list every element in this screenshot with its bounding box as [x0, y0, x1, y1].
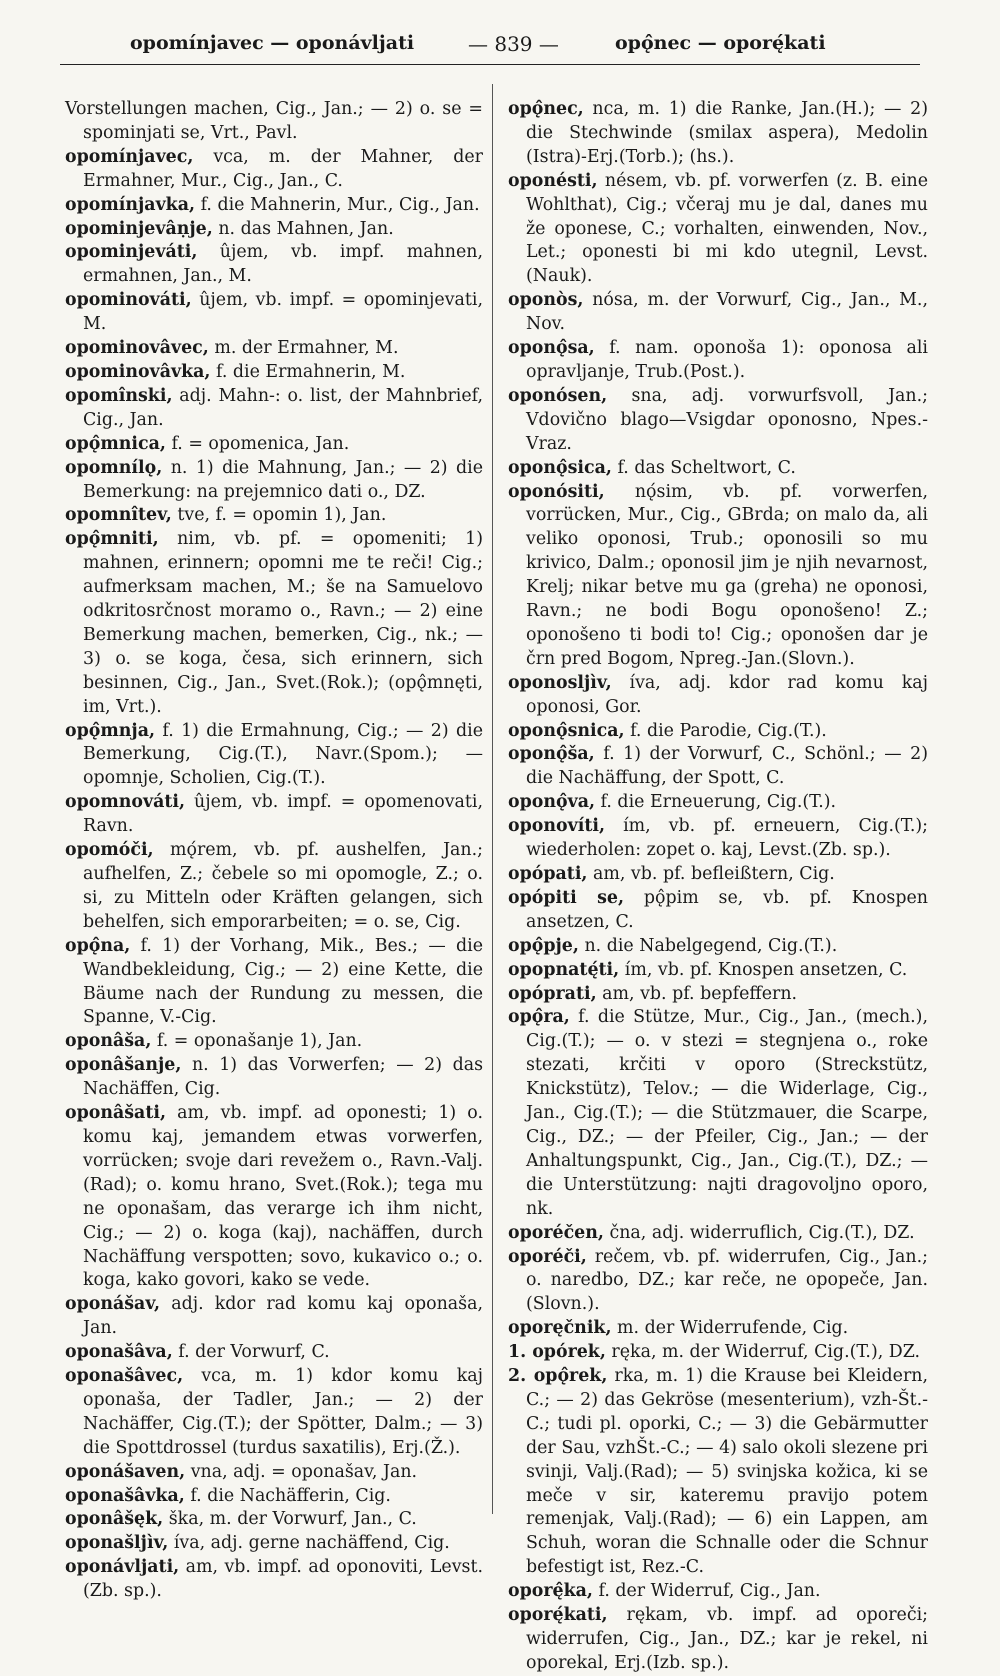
entry-definition: vca, m. 1) kdor komu kaj oponaša, der Tadler, Jan.; — 2) der Nachäffer, Cig.(T.); der Spötter, Dalm.; — 3) die Spottdrossel (turdus saxatilis), Erj.(Ž.).: [83, 1366, 483, 1458]
entry-definition: n. 1) das Vorwerfen; — 2) das Nachäffen, Cig.: [83, 1055, 483, 1100]
entry-headword: opǫ̂mnja,: [65, 720, 156, 741]
entry-definition: ûjem, vb. impf. = opomenovati, Ravn.: [83, 792, 483, 837]
dictionary-entry: [65, 1461, 483, 1485]
entry-headword: opominovâvec,: [65, 338, 209, 359]
entry-headword: opópiti se,: [508, 887, 625, 908]
dictionary-entry: [508, 289, 928, 337]
entry-headword: oponǫ̂snica,: [508, 720, 625, 741]
entry-headword: opomínjavka,: [65, 194, 196, 215]
entry-definition: rka, m. 1) die Krause bei Kleidern, C.; — 2) das Gekröse (mesenterium), vzh-Št.-C.; tudi pl. oporki, C.; — 3) die Gebärmutter der Sau, vzhŠt.-C.; — 4) salo okoli slezene pri svinji, Valj.(Rad); — 5) svinjska kožica, ki se meče v sir, kateremu pravijo potem remenjak, Valj.(Rad); — 6) ein Lappen, am Schuh, woran die Schnalle oder die Schnur befestigt ist, Rez.-C.: [526, 1366, 929, 1578]
dictionary-entry: [508, 983, 928, 1007]
entry-definition: pǫ̂pim se, vb. pf. Knospen ansetzen, C.: [526, 887, 928, 932]
entry-definition: f. die Parodie, Cig.(T.).: [624, 720, 827, 741]
entry-headword: oponašâvec,: [65, 1366, 184, 1387]
dictionary-entry: [508, 481, 928, 672]
dictionary-entry: [508, 743, 928, 791]
entry-definition: n. die Nabelgegend, Cig.(T.).: [578, 935, 838, 956]
dictionary-entry: [508, 337, 928, 385]
entry-definition: f. die Erneuerung, Cig.(T.).: [595, 792, 837, 813]
entry-headword: oponovíti,: [508, 816, 606, 837]
entry-definition: m. der Widerrufende, Cig.: [611, 1318, 849, 1339]
entry-definition: m. der Ermahner, M.: [208, 338, 399, 359]
entry-headword: oponašljìv,: [65, 1533, 169, 1554]
entry-definition: am, vb. pf. befleißtern, Cig.: [587, 864, 835, 884]
entry-definition: íva, adj. gerne nachäffend, Cig.: [168, 1533, 450, 1554]
entry-definition: am, vb. impf. ad oponoviti, Levst.(Zb. sp.).: [83, 1557, 483, 1602]
dictionary-entry: [508, 959, 928, 983]
dictionary-entry: [508, 170, 928, 290]
entry-definition: čna, adj. widerruflich, Cig.(T.), DZ.: [603, 1222, 915, 1243]
entry-headword: opǫ̂mniti,: [65, 529, 159, 550]
entry-headword: 2. opǫ̂rek,: [508, 1366, 608, 1387]
entry-definition: tve, f. = opomin 1), Jan.: [171, 505, 387, 526]
entry-headword: opǫ̂pje,: [508, 935, 579, 956]
dictionary-entry: [508, 457, 928, 481]
header-rule: [60, 64, 920, 65]
dictionary-entry: [508, 1580, 928, 1604]
dictionary-entry: [65, 194, 483, 218]
dictionary-entry: [65, 1341, 483, 1365]
entry-headword: opominovâvka,: [65, 361, 211, 382]
dictionary-entry: [508, 98, 928, 170]
entry-headword: oponǫ̂va,: [508, 792, 596, 813]
entry-definition: nim, vb. pf. = opomeniti; 1) mahnen, erinnern; opomni me te reči! Cig.; aufmerksam machen, M.; še na Samuelovo odkritosrčnost moramo o., Ravn.; — 2) eine Bemerkung machen, bemerken, Cig., nk.; — 3) o. se koga, česa, sich erinnern, sich besinnen, Cig., Jan., Svet.(Rok.); (opǫ̂mnęti, im, Vrt.).: [83, 529, 483, 717]
entry-headword: oporęčnik,: [508, 1318, 612, 1339]
entry-definition: f. 1) der Vorhang, Mik., Bes.; — die Wandbekleidung, Cig.; — 2) eine Kette, die Bäume nach der Rundung zu messen, die Spanne, V.-Cig.: [83, 935, 483, 1028]
dictionary-entry: [508, 1317, 928, 1341]
dictionary-entry: [65, 289, 483, 337]
dictionary-entry: [508, 1604, 928, 1676]
dictionary-entry: [65, 791, 483, 839]
entry-definition: am, vb. pf. bepfeffern.: [596, 983, 798, 1004]
entry-headword: opominjeváti,: [65, 242, 198, 263]
entry-definition: f. der Vorwurf, C.: [172, 1342, 330, 1363]
entry-headword: oporéčen,: [508, 1222, 604, 1243]
entry-headword: oponésti,: [508, 170, 598, 191]
entry-definition: f. der Widerruf, Cig., Jan.: [592, 1581, 821, 1602]
entry-headword: oponâšęk,: [65, 1509, 164, 1530]
entry-definition: adj. kdor rad komu kaj oponaša, Jan.: [83, 1294, 483, 1339]
entry-definition: mǫ́rem, vb. pf. aushelfen, Jan.; aufhelfen, Z.; čebele so mi opomogle, Z.; o. si, zu Mitteln oder Kräften gelangen, sich behelfen, sich emporarbeiten; = o. se, Cig.: [83, 840, 483, 932]
right-column: [508, 98, 928, 1676]
entry-headword: oponǫ̂sica,: [508, 457, 612, 478]
entry-headword: oporéči,: [508, 1246, 587, 1267]
entry-headword: opominjevâṇje,: [65, 218, 213, 239]
left-column: [65, 98, 483, 1604]
entry-headword: oponosljìv,: [508, 672, 612, 693]
entry-definition: ûjem, vb. impf. = opominjevati, M.: [83, 290, 483, 335]
column-divider: [492, 84, 493, 1514]
entry-definition: ím, vb. pf. erneuern, Cig.(T.); wiederholen: zopet o. kaj, Levst.(Zb. sp.).: [526, 816, 928, 861]
dictionary-entry: [65, 241, 483, 289]
entry-headword: oponâša,: [65, 1031, 152, 1052]
entry-headword: oponósen,: [508, 385, 608, 406]
entry-definition: n. 1) die Mahnung, Jan.; — 2) die Bemerkung: na prejemnico dati o., DZ.: [83, 457, 483, 502]
entry-headword: oponášaven,: [65, 1461, 186, 1482]
entry-definition: rečem, vb. pf. widerrufen, Cig., Jan.; o. naredbo, DZ.; kar reče, ne opoреče, Jan.(Slovn.).: [526, 1246, 928, 1315]
header-right-guide-words: opǫ̂nec — oporę́kati: [615, 32, 826, 54]
entry-definition: nǫ́sim, vb. pf. vorwerfen, vorrücken, Mur., Cig., GBrda; on malo da, ali veliko oponosi, Trub.; oponosili so mu krivico, Dalm.; oponosil jim je njih nevarnost, Krelj; nikar betve mu ga (greha) ne oponosi, Ravn.; ne bodi Bogu oponošeno! Z.; oponošeno ti bodi to! Cig.; oponošen dar je črn pred Bogom, Npreg.-Jan.(Slovn.).: [526, 481, 928, 669]
entry-headword: opópati,: [508, 864, 588, 884]
entry-headword: opomóči,: [65, 840, 154, 861]
dictionary-entry: [65, 1365, 483, 1461]
entry-headword: oporę́kati,: [508, 1605, 608, 1626]
dictionary-entry: [65, 146, 483, 194]
dictionary-entry: [65, 218, 483, 242]
entry-headword: oponósiti,: [508, 481, 605, 502]
entry-definition: f. die Nachäfferin, Cig.: [184, 1485, 391, 1506]
dictionary-entry: [65, 839, 483, 935]
dictionary-entry: [65, 504, 483, 528]
entry-definition: adj. Mahn-: o. list, der Mahnbrief, Cig., Jan.: [83, 385, 483, 430]
dictionary-entry: [508, 815, 928, 863]
entry-definition: f. das Scheltwort, C.: [611, 457, 796, 478]
dictionary-entry: [65, 1030, 483, 1054]
entry-definition: f. nam. oponoša 1): oponosa ali opravljanje, Trub.(Post.).: [526, 338, 928, 382]
entry-headword: opomínjavec,: [65, 146, 194, 167]
dictionary-entry: [508, 1246, 928, 1318]
entry-definition: ška, m. der Vorwurf, Jan., C.: [163, 1509, 417, 1530]
entry-definition: n. das Mahnen, Jan.: [212, 218, 394, 239]
entry-definition: ûjem, vb. impf. mahnen, ermahnen, Jan., M.: [83, 242, 483, 287]
dictionary-entry: [508, 1341, 928, 1365]
entry-headword: opomnílǫ,: [65, 457, 163, 478]
dictionary-entry: [65, 935, 483, 1031]
entry-headword: oponòs,: [508, 290, 584, 311]
entry-definition: f. die Ermahnerin, M.: [210, 361, 406, 382]
entry-headword: oponǫ̂sa,: [508, 338, 595, 359]
entry-headword: oponášav,: [65, 1294, 161, 1315]
running-header: [60, 30, 920, 64]
header-left-guide-words: opomínjavec — oponávljati: [130, 32, 415, 54]
entry-definition: am, vb. impf. ad oponesti; 1) o. komu kaj, jemandem etwas vorwerfen, vorrücken; svoje dari revežem o., Ravn.-Valj.(Rad); o. komu hrano, Svet.(Rok.); tega mu ne oponašam, das verarge ich ihm nicht, Cig.; — 2) o. koga (kaj), nachäffen, durch Nachäffung verspotten; sovo, kukavico o.; o. koga, kako govori, kako se vede.: [83, 1103, 483, 1291]
entry-definition: f. 1) der Vorwurf, C., Schönl.; — 2) die Nachäffung, der Spott, C.: [526, 744, 928, 789]
entry-headword: opǫ̂mnica,: [65, 433, 166, 454]
dictionary-entry: [65, 433, 483, 457]
dictionary-entry: [65, 385, 483, 433]
dictionary-entry: [65, 98, 483, 146]
entry-definition: ręka, m. der Widerruf, Cig.(T.), DZ.: [605, 1342, 921, 1363]
entry-headword: oponâšanje,: [65, 1055, 182, 1076]
entry-headword: 1. opórek,: [508, 1342, 606, 1363]
dictionary-entry: [65, 1293, 483, 1341]
entry-definition: ím, vb. pf. Knospen ansetzen, C.: [619, 959, 908, 980]
entry-definition: f. die Mahnerin, Mur., Cig., Jan.: [195, 194, 480, 215]
entry-definition: nca, m. 1) die Ranke, Jan.(H.); — 2) die Stechwinde (smilax aspera), Medolin (Istra)-Erj.(Torb.); (hs.).: [526, 99, 928, 167]
entry-headword: oponávljati,: [65, 1557, 180, 1578]
entry-headword: oponâšati,: [65, 1103, 167, 1124]
dictionary-entry: [508, 887, 928, 935]
dictionary-entry: [508, 863, 928, 887]
dictionary-entry: [508, 791, 928, 815]
dictionary-entry: [65, 1102, 483, 1293]
dictionary-entry: [65, 337, 483, 361]
entry-headword: oponašâvka,: [65, 1485, 185, 1506]
dictionary-entry: [65, 1054, 483, 1102]
entry-headword: opóprati,: [508, 983, 597, 1004]
dictionary-entry: [508, 1006, 928, 1221]
entry-headword: opǫ̂nec,: [508, 99, 584, 119]
entry-headword: opǫ̂ra,: [508, 1007, 570, 1028]
entry-headword: oponǫ̂ša,: [508, 744, 595, 765]
entry-definition: íva, adj. kdor rad komu kaj oponosi, Gor.: [526, 672, 928, 717]
dictionary-entry: [65, 457, 483, 505]
entry-definition: rękam, vb. impf. ad oporeči; widerrufen, Cig., Jan., DZ.; kar je rekel, ni oporekal, Erj.(Izb. sp.).: [526, 1605, 928, 1673]
entry-headword: opǫ̂na,: [65, 935, 131, 956]
dictionary-entry: [508, 385, 928, 457]
entry-headword: opomnováti,: [65, 792, 186, 813]
entry-headword: opominováti,: [65, 290, 192, 311]
entry-definition: Vorstellungen machen, Cig., Jan.; — 2) o. se = spominjati se, Vrt., Pavl.: [65, 99, 483, 143]
entry-headword: oporę̂ka,: [508, 1581, 593, 1602]
entry-definition: vca, m. der Mahner, der Ermahner, Mur., Cig., Jan., C.: [83, 146, 483, 191]
dictionary-entry: [65, 528, 483, 719]
entry-definition: vna, adj. = oponašav, Jan.: [185, 1461, 418, 1482]
entry-definition: f. 1) die Ermahnung, Cig.; — 2) die Bemerkung, Cig.(T.), Navr.(Spom.); — opomnje, Scholien, Cig.(T.).: [83, 720, 483, 789]
dictionary-entry: [508, 672, 928, 720]
entry-headword: opopnatę́ti,: [508, 959, 620, 980]
dictionary-entry: [65, 1508, 483, 1532]
entry-definition: f. = oponašanje 1), Jan.: [151, 1031, 363, 1052]
entry-definition: sna, adj. vorwurfsvoll, Jan.; Vdovično blago—Vsigdar oponosno, Npes.-Vraz.: [526, 385, 928, 454]
dictionary-entry: [65, 1485, 483, 1509]
dictionary-entry: [508, 1222, 928, 1246]
entry-definition: nésem, vb. pf. vorwerfen (z. B. eine Wohlthat), Cig.; včeraj mu je dal, danes mu že oponese, C.; vorhalten, einwenden, Nov., Let.; oponesti bi mi kdo utegnil, Levst.(Nauk).: [526, 170, 928, 287]
entry-headword: opomnîtev,: [65, 505, 172, 526]
dictionary-entry: [65, 1556, 483, 1604]
dictionary-entry: [508, 720, 928, 744]
entry-headword: oponašâva,: [65, 1342, 173, 1363]
dictionary-entry: [65, 361, 483, 385]
entry-headword: opomînski,: [65, 385, 173, 406]
page-number: — 839 —: [468, 32, 559, 56]
entry-definition: f. die Stütze, Mur., Cig., Jan., (mech.), Cig.(T.); — o. v stezi = stegnjena o., roke stezati, krčiti v oporo (Streckstütz, Knickstütz), Telov.; — die Widerlage, Cig., Jan., Cig.(T.); — die Stützmauer, die Scarpe, Cig., DZ.; — der Pfeiler, Cig., Jan.; — der Anhaltungspunkt, Cig., Jan., Cig.(T.), DZ.; — die Unterstützung: najti dragovoljno oporo, nk.: [526, 1007, 928, 1219]
entry-definition: f. = opomenica, Jan.: [165, 433, 350, 454]
dictionary-entry: [508, 1365, 928, 1580]
entry-definition: nósa, m. der Vorwurf, Cig., Jan., M., Nov.: [526, 290, 928, 335]
dictionary-entry: [65, 720, 483, 792]
dictionary-entry: [65, 1532, 483, 1556]
dictionary-entry: [508, 935, 928, 959]
